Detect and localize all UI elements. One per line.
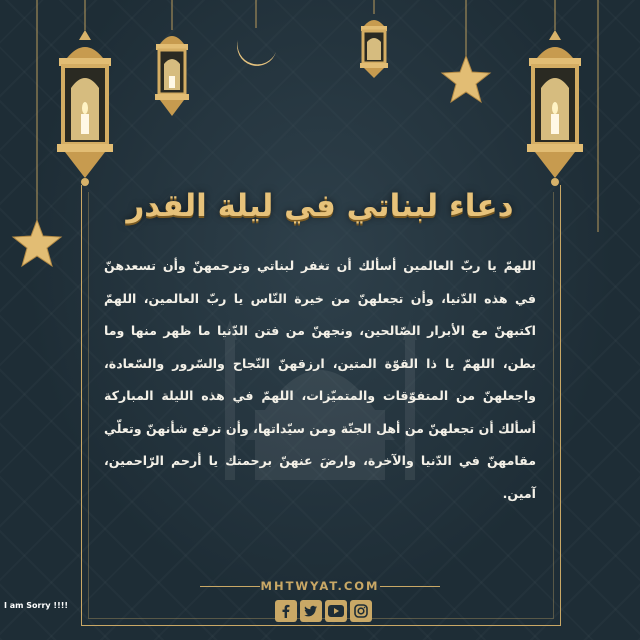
crescent-moon-icon	[232, 26, 280, 66]
page-title: دعاء لبناتي في ليلة القدر	[126, 188, 514, 224]
youtube-icon[interactable]	[325, 600, 347, 622]
lantern-icon	[354, 14, 394, 80]
star-icon	[440, 54, 492, 104]
dua-text: اللهمّ يا ربّ العالمين أسألك أن تغفر لبناتي وترحمهنّ وأن تسعدهنّ في هذه الدّنيا، وأن تجعلهنّ من خيرة النّاس يا ربّ العالمين، اللهمّ اكتبهنّ مع الأبرار الصّالحين، ونجهنّ من فتن الدّنيا ما ظهر منها وما بطن، اللهمّ يا ذا القوّة المتين، ارزقهنّ النّجاح والسّرور والسّعادة، واجعلهنّ من المتفوّقات والمتميّزات، اللهمّ في هذه الليلة المباركة أسألك أن تجعلهنّ من أهل الجنّة ومن سيّداتها، وأن ترفع شأنهنّ وتعلّي مقامهنّ في الدّنيا والآخرة، وارضَ عنهنّ برحمتك يا أرحم الرّاحمين، آمين.	[104, 258, 536, 501]
lantern-icon	[515, 28, 595, 188]
twitter-icon[interactable]	[300, 600, 322, 622]
star-icon	[10, 218, 64, 268]
crescent-moon-icon	[572, 228, 628, 274]
lantern-icon	[148, 28, 196, 120]
facebook-icon[interactable]	[275, 600, 297, 622]
website-label[interactable]: MHTWYAT.COM	[260, 579, 380, 593]
instagram-icon[interactable]	[350, 600, 372, 622]
watermark-text: I am Sorry !!!!	[4, 601, 69, 610]
social-links	[275, 600, 372, 622]
lantern-icon	[45, 28, 125, 188]
